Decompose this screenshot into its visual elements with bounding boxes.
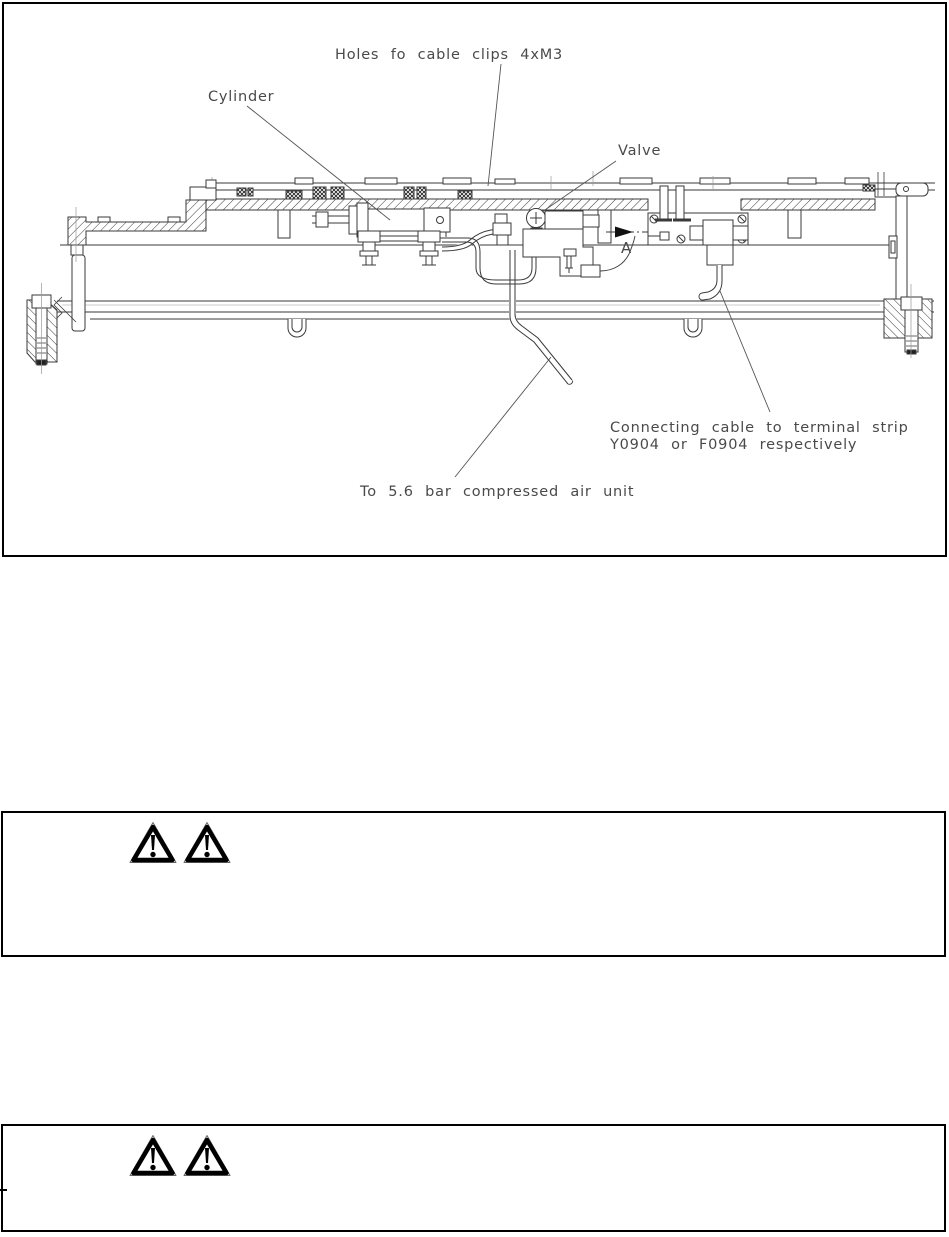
machine-assembly bbox=[27, 64, 935, 477]
left-flange-bolt-graphic bbox=[27, 283, 76, 374]
warning-box-2 bbox=[1, 1124, 946, 1232]
warning-triangle-icon bbox=[183, 1134, 231, 1178]
warning-icons-row bbox=[129, 1134, 231, 1178]
right-flange-bolt-graphic bbox=[884, 284, 932, 358]
page-edge-mark bbox=[0, 1189, 7, 1191]
label-holes-cable-clips: Holes fo cable clips 4xM3 bbox=[335, 47, 564, 63]
label-cylinder: Cylinder bbox=[208, 89, 275, 105]
label-valve: Valve bbox=[618, 143, 662, 159]
warning-box-1 bbox=[1, 811, 946, 957]
warning-triangle-icon bbox=[129, 1134, 177, 1178]
label-compressed-air: To 5.6 bar compressed air unit bbox=[360, 484, 635, 500]
label-detail-a: A bbox=[621, 239, 632, 257]
left-casting-graphic bbox=[68, 180, 216, 331]
warning-triangle-icon bbox=[129, 821, 177, 865]
warning-triangle-icon bbox=[183, 821, 231, 865]
solenoid-cable-graphic bbox=[690, 220, 748, 300]
label-connecting-cable-line1: Connecting cable to terminal strip bbox=[610, 420, 909, 436]
hanger-hooks-graphic bbox=[288, 319, 702, 337]
leader-lines bbox=[247, 64, 770, 477]
drawing-frame-border bbox=[3, 3, 946, 556]
technical-drawing bbox=[0, 0, 949, 557]
warning-icons-row bbox=[129, 821, 231, 865]
label-connecting-cable-line2: Y0904 or F0904 respectively bbox=[610, 437, 858, 453]
